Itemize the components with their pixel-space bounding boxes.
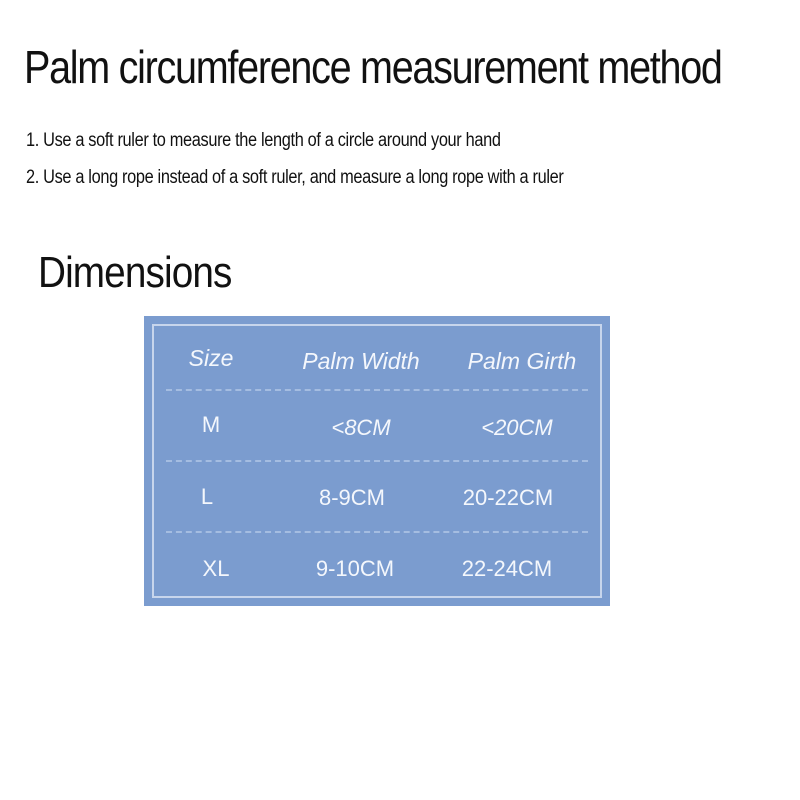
palm-width-cell: <8CM	[331, 415, 391, 440]
dimensions-heading: Dimensions	[38, 248, 232, 297]
palm-girth-cell: 22-24CM	[461, 556, 553, 581]
header-palm-girth: Palm Girth	[467, 348, 577, 374]
header-palm-width: Palm Width	[302, 348, 420, 374]
size-chart	[144, 316, 610, 606]
palm-girth-cell: <20CM	[481, 415, 553, 440]
row-divider	[166, 460, 588, 462]
palm-width-cell: 8-9CM	[318, 485, 386, 510]
measurement-steps	[26, 128, 563, 202]
row-divider	[166, 389, 588, 391]
size-cell: M	[201, 412, 221, 437]
row-divider	[166, 531, 588, 533]
palm-width-cell: 9-10CM	[315, 556, 395, 581]
step-item: 1. Use a soft ruler to measure the length of a circle around your hand	[26, 130, 501, 151]
header-size: Size	[188, 345, 234, 371]
size-cell: XL	[202, 556, 230, 581]
page-title: Palm circumference measurement method	[24, 41, 722, 93]
palm-girth-cell: 20-22CM	[462, 485, 554, 510]
size-cell: L	[200, 484, 214, 509]
step-item: 2. Use a long rope instead of a soft ruler, and measure a long rope with a ruler	[26, 167, 564, 188]
